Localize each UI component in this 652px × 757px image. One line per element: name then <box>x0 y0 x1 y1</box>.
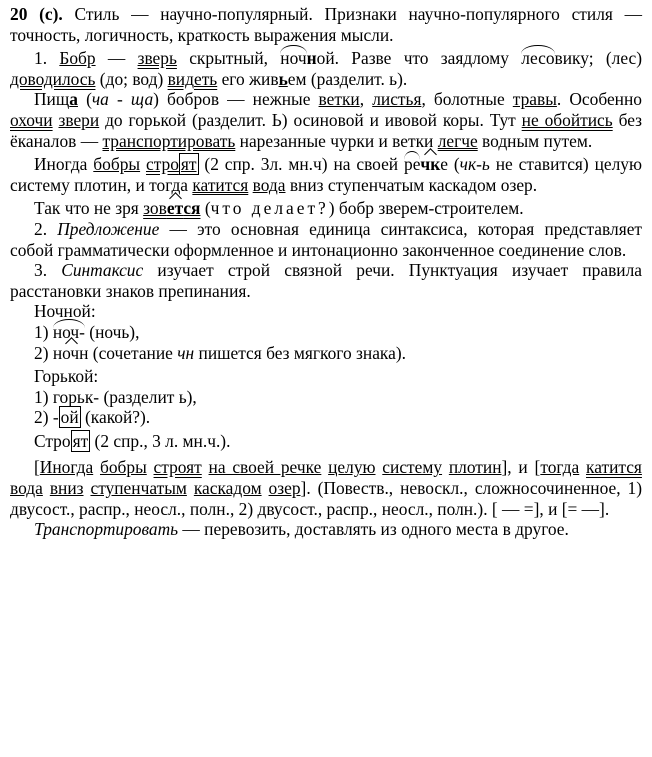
root-note: (лес) <box>605 48 642 69</box>
word: каскадом <box>193 478 262 499</box>
word: тогда <box>540 457 580 478</box>
word: ступенчатым <box>90 478 187 499</box>
question-note: что делает? <box>210 198 329 219</box>
ending-part: ет <box>166 198 184 219</box>
item-number: 2. <box>34 218 58 239</box>
term: Транспортировать <box>34 519 179 540</box>
text: без ёканалов — <box>10 109 642 151</box>
text: — <box>95 48 138 69</box>
text: (какой?). <box>80 407 151 428</box>
term: Синтаксис <box>61 260 144 281</box>
text: , <box>359 89 373 110</box>
text <box>147 457 154 477</box>
text: ]. (Повеств., невоскл., сложносочиненное, 1) двусост., распр., неосл., полн., 2) двусост., распр., неосл., полн.). [ — =], и [= —]. <box>10 478 642 519</box>
text: водным путем. <box>477 130 593 151</box>
predicate-word: стро <box>145 154 179 175</box>
text <box>202 457 209 477</box>
text: ем (разделит. ь). <box>287 68 408 89</box>
analysis-line <box>34 343 642 364</box>
text: , болотные <box>421 89 513 110</box>
text: ) бобр зверем-строителем. <box>328 198 524 219</box>
analysis-line <box>34 407 642 428</box>
text <box>187 478 194 498</box>
word: Иногда <box>39 457 94 478</box>
item-number: 1. <box>34 48 60 69</box>
text: (сочетание <box>88 342 178 363</box>
text: ( <box>447 154 460 175</box>
subject-word: вода <box>252 174 286 195</box>
text: ; <box>588 48 606 69</box>
word: плотин <box>448 457 502 478</box>
word-analysis <box>10 301 642 451</box>
subject-word: Бобр <box>59 48 96 69</box>
analysis-line <box>34 322 642 343</box>
predicate-word: строят <box>153 457 202 478</box>
root-part: ноч- <box>52 321 85 342</box>
suffix-part: ночн <box>52 342 89 363</box>
paragraph-beaver <box>10 48 642 89</box>
subject-word: звери <box>58 109 100 130</box>
item-number: 2) - <box>34 407 59 428</box>
text: скрытный, <box>176 48 281 69</box>
word: озер <box>268 478 301 499</box>
text: . Разве что заядлому <box>334 48 522 69</box>
text: (до; вод) <box>95 68 168 89</box>
paragraph-dams <box>10 154 642 195</box>
paragraph-sentence-definition <box>10 219 642 260</box>
predicate-word: легче <box>437 130 478 151</box>
paragraph-transport-definition <box>10 519 642 540</box>
text: вниз ступенчатым каскадом озер. <box>285 174 538 195</box>
text: (ночь), <box>84 321 140 342</box>
word: систему <box>382 457 443 478</box>
exercise-number: 20 (с). <box>10 4 63 24</box>
sentence-parse <box>10 457 642 519</box>
text <box>442 457 449 477</box>
predicate-word: катится <box>192 174 249 195</box>
text: [ <box>34 457 40 478</box>
word: вниз <box>49 478 84 499</box>
suffix-part: н <box>306 48 317 69</box>
rule-note: чн <box>177 342 195 363</box>
text: Иногда <box>34 154 94 175</box>
subject-word: бобры <box>99 457 147 478</box>
word: целую <box>328 457 376 478</box>
text: ( <box>200 198 211 219</box>
soft-sign: ь <box>278 68 288 89</box>
text <box>93 457 100 477</box>
predicate-word: зов <box>143 198 167 219</box>
root-part: ре <box>404 154 421 175</box>
text: до горькой (разделит. Ь) осиновой и ивовой коры. Тут <box>99 109 522 130</box>
predicate-word: доводилось <box>10 68 96 89</box>
analysis-line <box>34 431 642 452</box>
predicate-word: катится <box>586 457 642 478</box>
item-number: 1) <box>34 321 53 342</box>
predicate-word: вид <box>167 68 194 89</box>
subject-word: листья <box>372 89 422 110</box>
definition-text: — перевозить, доставлять из одного места в другое. <box>178 519 569 540</box>
predicate-word: транспортировать <box>102 130 236 151</box>
analysis-title: Ночной: <box>34 301 96 322</box>
paragraph-food <box>10 89 642 151</box>
word: на своей речке <box>208 457 322 478</box>
rule-note: ча - ща <box>91 89 154 110</box>
text <box>579 457 586 477</box>
predicate-word: еть <box>193 68 218 89</box>
root-part: лесо <box>521 48 555 69</box>
definition-text: изучает строй связной речи. Пунктуация изучает правила расстановки знаков препинания. <box>10 260 643 301</box>
subject-word: вода <box>10 478 43 499</box>
text: ( <box>77 89 92 110</box>
ending-box: ят <box>180 154 197 175</box>
ending-part: а <box>69 89 78 110</box>
header-text: Стиль — научно-популярный. Признаки научно-популярного стиля — точность, логичность, краткость выражения мысли. <box>10 4 642 45</box>
word-part: вику <box>554 48 589 69</box>
text: . Особенно <box>556 89 642 110</box>
paragraph-builder <box>10 198 642 219</box>
definition-text: — это основная единица синтаксиса, которая представляет собой грамматически оформленное и интонационно законченное соединение слов. <box>10 218 643 260</box>
rule-note: чк-ь <box>459 154 490 175</box>
text: не ставится) целую систему плотин, и тогда <box>10 154 642 195</box>
item-number: 2) <box>34 342 53 363</box>
text: ], и [ <box>501 457 541 478</box>
item-number: 3. <box>34 260 62 281</box>
text: Так что не зря <box>34 198 144 219</box>
root-part: ноч <box>280 48 307 69</box>
text: (2 спр. 3л. мн.ч) на своей <box>198 154 404 175</box>
ending-part: ой <box>316 48 335 69</box>
text: нарезанные чурки и ветки <box>235 130 438 151</box>
paragraph-syntax-definition <box>10 260 642 301</box>
subject-word: Пищ <box>34 89 70 110</box>
text <box>262 478 269 498</box>
subject-word: бобры <box>93 154 141 175</box>
text <box>43 478 50 498</box>
exercise-header <box>10 4 642 45</box>
predicate-word: зверь <box>137 48 177 69</box>
predicate-word: не обойтись <box>521 109 613 130</box>
word-part: Стро <box>34 430 71 451</box>
analysis-line: 1) горьк- (разделит ь), <box>34 386 197 407</box>
text: его жив <box>217 68 279 89</box>
ending-box: ят <box>72 430 89 451</box>
analysis-title: Горькой: <box>34 366 99 387</box>
subject-word: ветки <box>318 89 360 110</box>
predicate-word: охочи <box>10 109 53 130</box>
text: ) бобров — нежные <box>153 89 319 110</box>
suffix-part: чк <box>420 154 441 175</box>
term: Предложение <box>57 218 160 239</box>
ending-part: е <box>440 154 448 175</box>
subject-word: травы <box>512 89 557 110</box>
text: (2 спр., 3 л. мн.ч.). <box>90 430 231 451</box>
ending-box: ой <box>60 407 79 428</box>
postfix-part: ся <box>183 198 201 219</box>
text: пишется без мягкого знака). <box>194 342 406 363</box>
